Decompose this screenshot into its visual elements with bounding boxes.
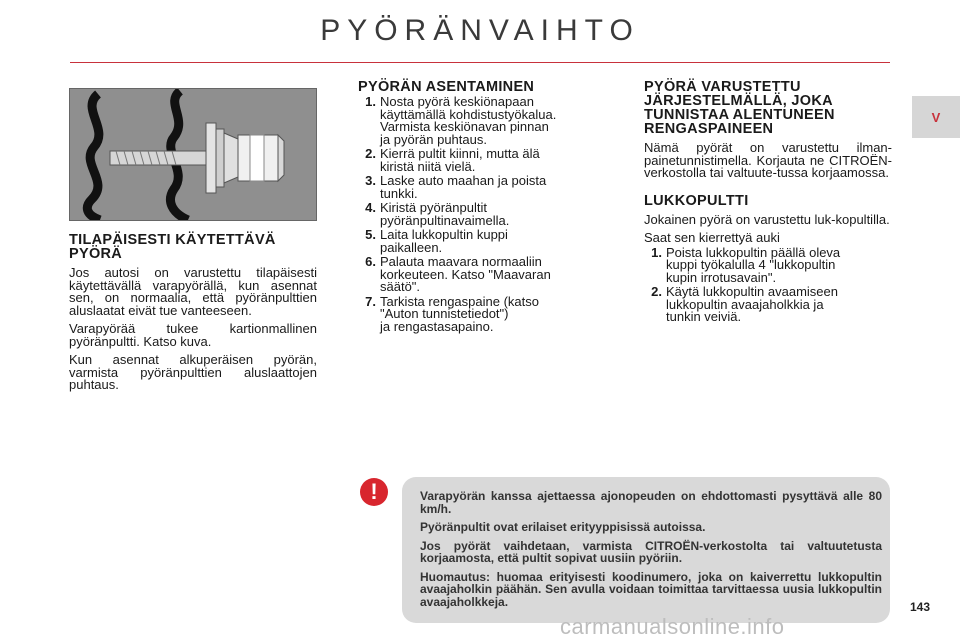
paragraph: Jos autosi on varustettu tilapäisesti käytettävällä varapyörällä, kun asennat sen, on normaalia, että pyöränpulttien aluslaatat eivät tue vanteeseen.	[69, 265, 317, 318]
list-item	[644, 286, 892, 324]
paragraph: Jokainen pyörä on varustettu luk-kopultilla.	[644, 211, 890, 227]
lockbolt-steps	[644, 244, 892, 324]
section-tab[interactable]: V	[912, 96, 960, 138]
step-number: 6.	[365, 254, 376, 269]
wheel-mounting-section	[358, 80, 606, 335]
list-item	[644, 244, 892, 285]
paragraph: Saat sen kierrettyä auki	[644, 230, 780, 245]
step-number: 1.	[651, 244, 662, 260]
list-item	[358, 148, 606, 173]
list-item	[358, 293, 606, 334]
list-item	[358, 229, 606, 254]
step-number: 2.	[365, 146, 376, 161]
list-item	[358, 256, 606, 294]
mounting-steps	[358, 96, 606, 333]
step-text: Laske auto maahan ja poista tunkki.	[380, 173, 547, 201]
step-number: 7.	[365, 293, 376, 309]
warning-text: Huomautus: huomaa erityisesti koodinumero, joka on kaiverrettu lukkopultin avaajaholkin päähän. Sen avulla voidaan toimittaa tarvittaessa uusia lukkopultin avaajaholkkeja.	[420, 569, 882, 609]
step-text: Palauta maavara normaaliin korkeuteen. Katso "Maavaran säätö".	[380, 254, 551, 294]
section-heading: PYÖRÄN ASENTAMINEN	[358, 79, 535, 95]
warning-text: Jos pyörät vaihdetaan, varmista CITROËN-verkostolta tai valtuutetusta korjaamosta, että pultit sopivat uusiin pyöriin.	[420, 538, 882, 565]
step-number: 5.	[365, 227, 376, 242]
step-text: Kiristä pyöränpultit pyöränpultinavaimella.	[380, 200, 510, 228]
title-divider	[70, 62, 890, 63]
warning-text: Pyöränpultit ovat erilaiset erityyppisissä autoissa.	[420, 520, 706, 534]
section-heading: PYÖRÄ VARUSTETTU JÄRJESTELMÄLLÄ, JOKA TUNNISTAA ALENTUNEEN RENGASPAINEEN	[644, 79, 835, 137]
paragraph: Nämä pyörät on varustettu ilman-painetunnistimella. Korjauta ne CITROËN-verkostolla tai valtuute-tussa korjaamossa.	[644, 140, 892, 180]
step-number: 4.	[365, 200, 376, 215]
list-item	[358, 175, 606, 200]
step-text: Poista lukkopultin päällä oleva kuppi työkalulla 4 "lukkopultin kupin irrotusavain".	[666, 244, 841, 285]
wheel-bolt-figure	[69, 88, 317, 221]
step-text: Nosta pyörä keskiönapaan käyttämällä kohdistustyökalua. Varmista keskiönavan pinnan ja pyörän puhtaus.	[380, 94, 557, 147]
wheel-bolt-icon	[70, 89, 316, 220]
warning-box	[402, 477, 890, 623]
step-text: Tarkista rengaspaine (katso "Auton tunnistetiedot") ja rengastasapaino.	[380, 293, 539, 334]
step-text: Käytä lukkopultin avaamiseen lukkopultin avaajaholkkia ja tunkin veiviä.	[666, 284, 838, 324]
step-text: Kierrä pultit kiinni, mutta älä kiristä niitä vielä.	[380, 146, 540, 174]
step-number: 3.	[365, 173, 376, 188]
list-item	[358, 202, 606, 227]
paragraph: Varapyörää tukee kartionmallinen pyöränpultti. Katso kuva.	[69, 321, 317, 349]
watermark: carmanualsonline.info	[560, 614, 785, 639]
section-heading: LUKKOPULTTI	[644, 192, 749, 209]
exclamation-icon: !	[360, 478, 388, 506]
warning-text: Varapyörän kanssa ajettaessa ajonopeuden on ehdottomasti pysyttävä alle 80 km/h.	[420, 489, 882, 516]
list-item	[358, 96, 606, 146]
temporary-wheel-section	[69, 233, 317, 392]
paragraph: Kun asennat alkuperäisen pyörän, varmista pyöränpulttien aluslaattojen puhtaus.	[69, 352, 317, 392]
step-number: 1.	[365, 94, 376, 109]
pressure-and-lockbolt-section	[644, 80, 892, 326]
step-text: Laita lukkopultin kuppi paikalleen.	[380, 227, 508, 255]
page-title: PYÖRÄNVAIHTO	[320, 14, 640, 47]
step-number: 2.	[651, 284, 662, 299]
section-heading: TILAPÄISESTI KÄYTETTÄVÄ PYÖRÄ	[69, 232, 276, 262]
page-number: 143	[910, 600, 931, 614]
